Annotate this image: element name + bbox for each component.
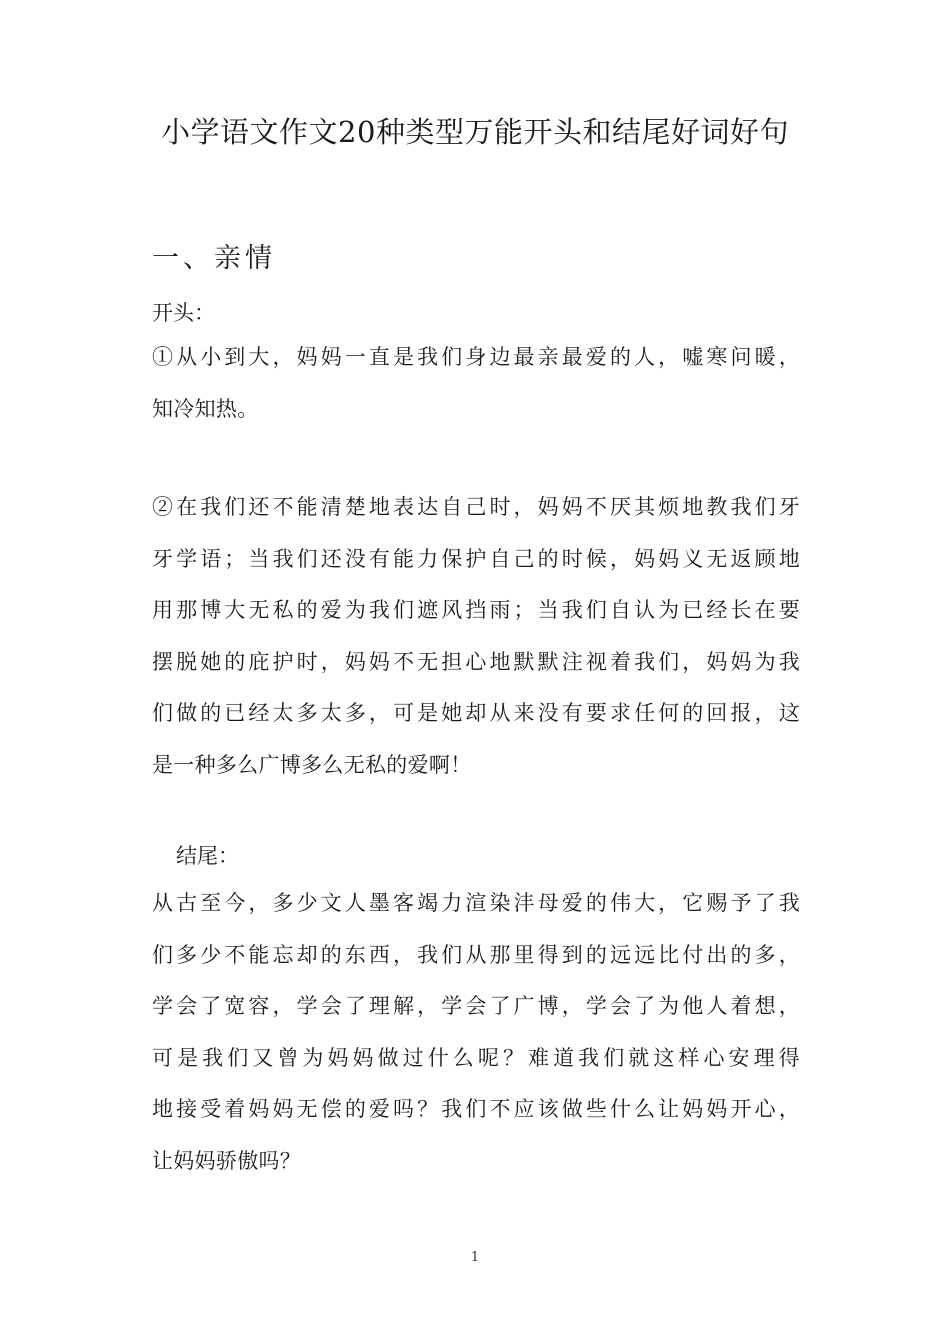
paragraph-line: 摆脱她的庇护时，妈妈不无担心地默默注视着我们，妈妈为我 bbox=[152, 649, 800, 674]
closing-paragraph bbox=[152, 878, 800, 1187]
paragraph-line: ①从小到大，妈妈一直是我们身边最亲最爱的人，嘘寒问暖， bbox=[152, 345, 800, 369]
paragraph-line: 从古至今，多少文人墨客竭力渲染沣母爱的伟大，它赐予了我 bbox=[152, 891, 800, 915]
paragraph-line: 用那博大无私的爱为我们遮风挡雨；当我们自认为已经长在要 bbox=[152, 598, 800, 622]
paragraph-line: 牙学语；当我们还没有能力保护自己的时候，妈妈义无返顾地 bbox=[152, 546, 800, 571]
opening-paragraph-1 bbox=[152, 332, 800, 435]
paragraph-line: 是一种多么广博多么无私的爱啊！ bbox=[152, 752, 472, 777]
paragraph-line: 知冷知热。 bbox=[152, 396, 259, 421]
closing-label: 结尾： bbox=[176, 844, 239, 868]
paragraph-line: 们做的已经太多太多，可是她却从来没有要求任何的回报，这 bbox=[152, 701, 800, 725]
section-heading: 一、亲情 bbox=[152, 243, 276, 274]
paragraph-line: ②在我们还不能清楚地表达自己时，妈妈不厌其烦地教我们牙 bbox=[152, 495, 800, 519]
paragraph-line: 们多少不能忘却的东西，我们从那里得到的远远比付出的多， bbox=[152, 942, 800, 967]
paragraph-line: 可是我们又曾为妈妈做过什么呢？难道我们就这样心安理得 bbox=[152, 1045, 800, 1070]
paragraph-line: 让妈妈骄傲吗？ bbox=[152, 1148, 302, 1173]
paragraph-line: 地接受着妈妈无偿的爱吗？我们不应该做些什么让妈妈开心， bbox=[152, 1097, 800, 1121]
paragraph-line: 学会了宽容，学会了理解，学会了广博，学会了为他人着想， bbox=[152, 994, 800, 1018]
opening-paragraph-2 bbox=[152, 482, 800, 791]
page-number: 1 bbox=[470, 1250, 480, 1265]
opening-label: 开头： bbox=[152, 301, 215, 325]
document-title: 小学语文作文20种类型万能开头和结尾好词好句 bbox=[161, 115, 789, 149]
